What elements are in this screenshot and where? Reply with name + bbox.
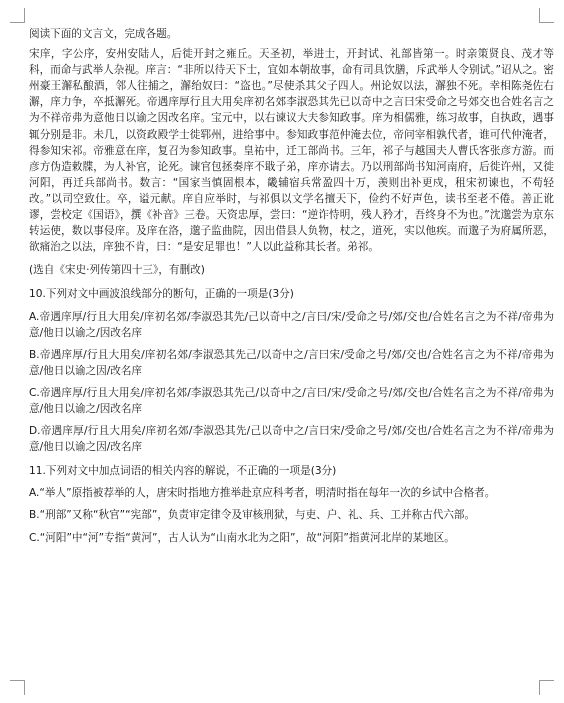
instructions: 阅读下面的文言文，完成各题。: [29, 28, 178, 40]
crop-mark-top-right: [539, 8, 554, 23]
question-11-option-b: B.“刑部”又称“秋官”“宪部”，负责审定律令及审核刑狱，与吏、户、礼、兵、工并称古代六部。: [29, 509, 476, 522]
question-11-option-a: A.“举人”原指被荐举的人，唐宋时指地方推举赴京应科考者，明清时指在每年一次的乡试中合格者。: [29, 487, 496, 500]
crop-mark-bottom-right: [539, 680, 554, 695]
classical-passage: 宋庠，字公序，安州安陆人，后徙开封之雍丘。天圣初，举进士，开封试、礼部皆第一。时亲策贤良、茂才等科，而命与武举人杂视。庠言：“非所以待天下士，宜如本朝故事，命有司具饮膳，斥武举人令别试。”诏从之。密州豪王澥私酿酒，邻人往捕之，澥绐奴曰：“盗也。”尽使杀其父子四人。州论奴以法，澥独不死。幸相陈尧佐右澥，庠力争，卒抵澥死。帝遇庠厚行且大用矣庠初名郊李淑恐其先已以奇中之言曰宋受命之号郊交也合姓名言之为不祥帝弗为意他日以谕之因改名庠。宝元中，以右谏议大夫参知政事。庠为相儒雅，练习故事，自执政，遇事辄分别是非。未几，以资政殿学士徙郓州，进给事中。参知政事范仲淹去位，帝问宰相孰代者，谁可代仲淹者，得参知宋祁。帝雅意在庠，复召为参知政事。皇祐中，迁工部尚书。三年，祁子与越国夫人曹氏客张彦方游。而彦方伪造敕牒，为人补官，论死。谏官包拯奏庠不戢子弟，庠亦请去。乃以刑部尚书知河南府，后徙许州，又徙河阳，再迁兵部尚书。数言：“国家当慎固根本，畿辅宿兵常盈四十万，羡则出补更戍，租宋初谏也，不苟轻改。”以司空致仕。卒，谥元献。庠自应举时，与祁俱以文学名擅天下，俭约不好声色，读书至老不倦。善正讹谬，尝校定《国语》，撰《补音》三卷。天资忠厚，尝曰：“逆诈恃明，残人矜才，吾终身不为也。”沈邈尝为京东转运使，数以事侵庠。及庠在洛，邈子监曲院，因出借县人负物，杖之，道死，实以他疾。而邈子为府属所恶，欲痛治之以法，庠独不肯，曰：“是安足罪也！”人以此益称其长者。弟祁。: [29, 48, 554, 254]
document-body: [29, 26, 554, 552]
question-11-stem: 11.下列对文中加点词语的相关内容的解说，不正确的一项是(3分): [29, 465, 337, 478]
question-11-option-c: C.“河阳”中“河”专指“黄河”，古人认为“山南水北为之阳”，故“河阳”指黄河北岸的某地区。: [29, 531, 455, 544]
question-10-option-d: D.帝遇庠厚/行且大用矣/庠初名郊/李淑恐其先/己以奇中之/言曰宋/受命之号/郊/交也/合姓名言之为不祥/帝弗为意/他日以谕之因/改名庠: [29, 425, 554, 454]
question-10-option-a: A.帝遇庠厚/行且大用矣/庠初名郊/李淑恐其先/己以奇中之/言曰/宋/受命之号/郊/交也/合姓名言之为不祥/帝弗为意/他日以谕之/因改名庠: [29, 310, 554, 339]
question-10-option-c: C.帝遇庠厚/行且大用矣/庠初名郊/李淑恐其先己/以奇中之/言曰/宋/受命之号/郊/交也/合姓名言之为不祥/帝弗为意/他日以谕之/因改名庠: [29, 386, 554, 415]
crop-mark-top-left: [10, 8, 25, 23]
question-10-option-b: B.帝遇庠厚/行且大用矣/庠初名郊/李淑恐其先己/以奇中之/言曰宋/受命之号/郊/交也/合姓名言之为不祥/帝弗为意/他日以谕之因/改名庠: [29, 348, 554, 377]
question-10-stem: 10.下列对文中画波浪线部分的断句，正确的一项是(3分): [29, 288, 294, 301]
passage-source: (选自《宋史·列传第四十三》，有删改): [29, 264, 205, 277]
crop-mark-bottom-left: [10, 680, 25, 695]
